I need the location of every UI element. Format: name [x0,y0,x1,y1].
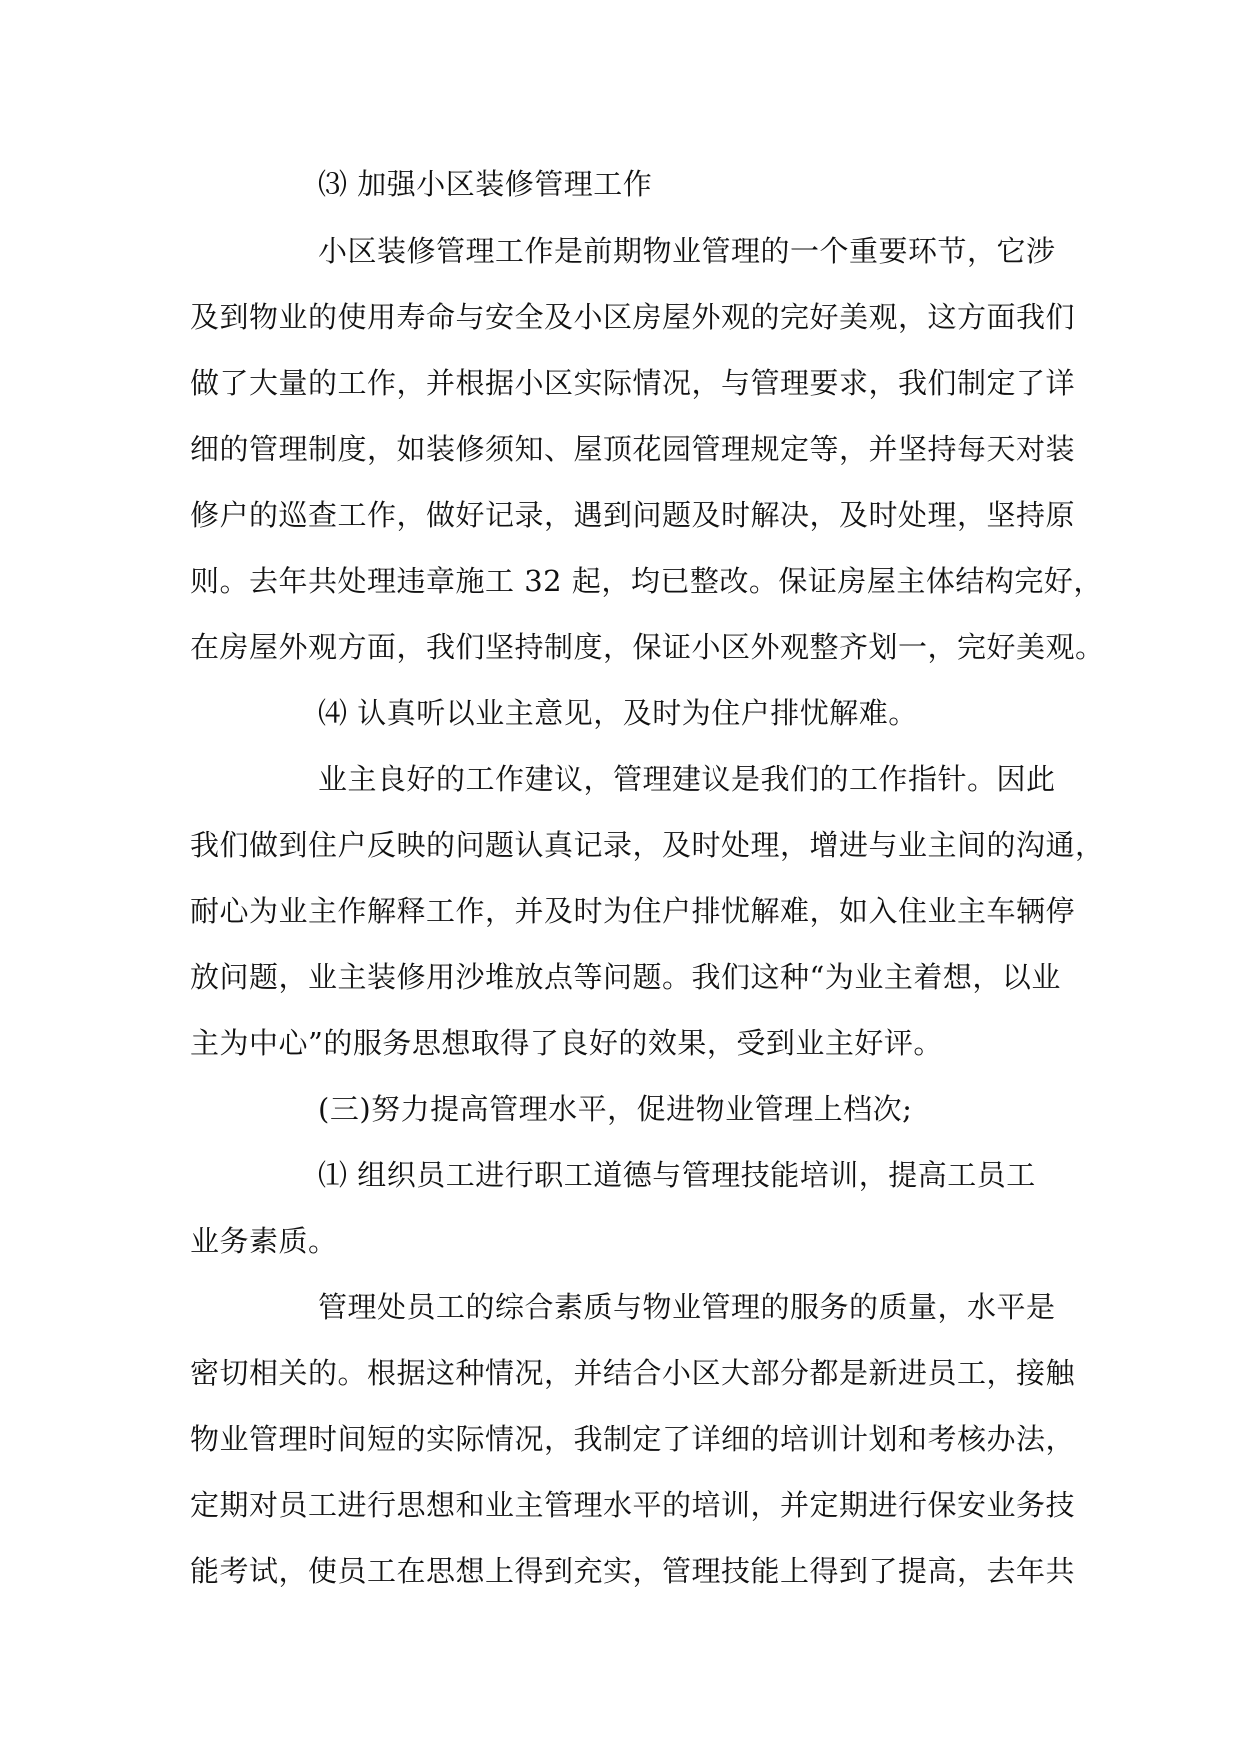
paragraph-line: 小区装修管理工作是前期物业管理的一个重要环节，它涉 [318,234,1056,268]
section-heading-management-level: (三)努力提高管理水平，促进物业管理上档次; [318,1092,913,1126]
subheading-staff-training: ⑴ 组织员工进行职工道德与管理技能培训，提高工员工 [318,1158,1036,1192]
paragraph-line: 主为中心”的服务思想取得了良好的效果，受到业主好评。 [190,1026,943,1060]
paragraph-line: 业主良好的工作建议，管理建议是我们的工作指针。因此 [318,762,1056,796]
paragraph-line: 则。去年共处理违章施工 32 起，均已整改。保证房屋主体结构完好， [190,564,1103,598]
paragraph-line: 细的管理制度，如装修须知、屋顶花园管理规定等，并坚持每天对装 [190,432,1076,466]
paragraph-line: 耐心为业主作解释工作，并及时为住户排忧解难，如入住业主车辆停 [190,894,1076,928]
paragraph-line: 能考试，使员工在思想上得到充实，管理技能上得到了提高，去年共 [190,1554,1076,1588]
paragraph-line: 物业管理时间短的实际情况，我制定了详细的培训计划和考核办法， [190,1422,1076,1456]
paragraph-line: 放问题，业主装修用沙堆放点等问题。我们这种“为业主着想，以业 [190,960,1061,994]
paragraph-line: 密切相关的。根据这种情况，并结合小区大部分都是新进员工，接触 [190,1356,1076,1390]
paragraph-line: 修户的巡查工作，做好记录，遇到问题及时解决，及时处理，坚持原 [190,498,1076,532]
paragraph-line: 在房屋外观方面，我们坚持制度，保证小区外观整齐划一，完好美观。 [190,630,1105,664]
paragraph-line: 管理处员工的综合素质与物业管理的服务的质量，水平是 [318,1290,1056,1324]
paragraph-line: 定期对员工进行思想和业主管理水平的培训，并定期进行保安业务技 [190,1488,1076,1522]
paragraph-line: 做了大量的工作，并根据小区实际情况，与管理要求，我们制定了详 [190,366,1076,400]
paragraph-line: 业务素质。 [190,1224,338,1258]
subheading-decoration-management: ⑶ 加强小区装修管理工作 [318,167,653,201]
paragraph-line: 及到物业的使用寿命与安全及小区房屋外观的完好美观，这方面我们 [190,300,1076,334]
paragraph-line: 我们做到住户反映的问题认真记录，及时处理，增进与业主间的沟通， [190,828,1105,862]
subheading-owner-opinions: ⑷ 认真听以业主意见，及时为住户排忧解难。 [318,696,918,730]
